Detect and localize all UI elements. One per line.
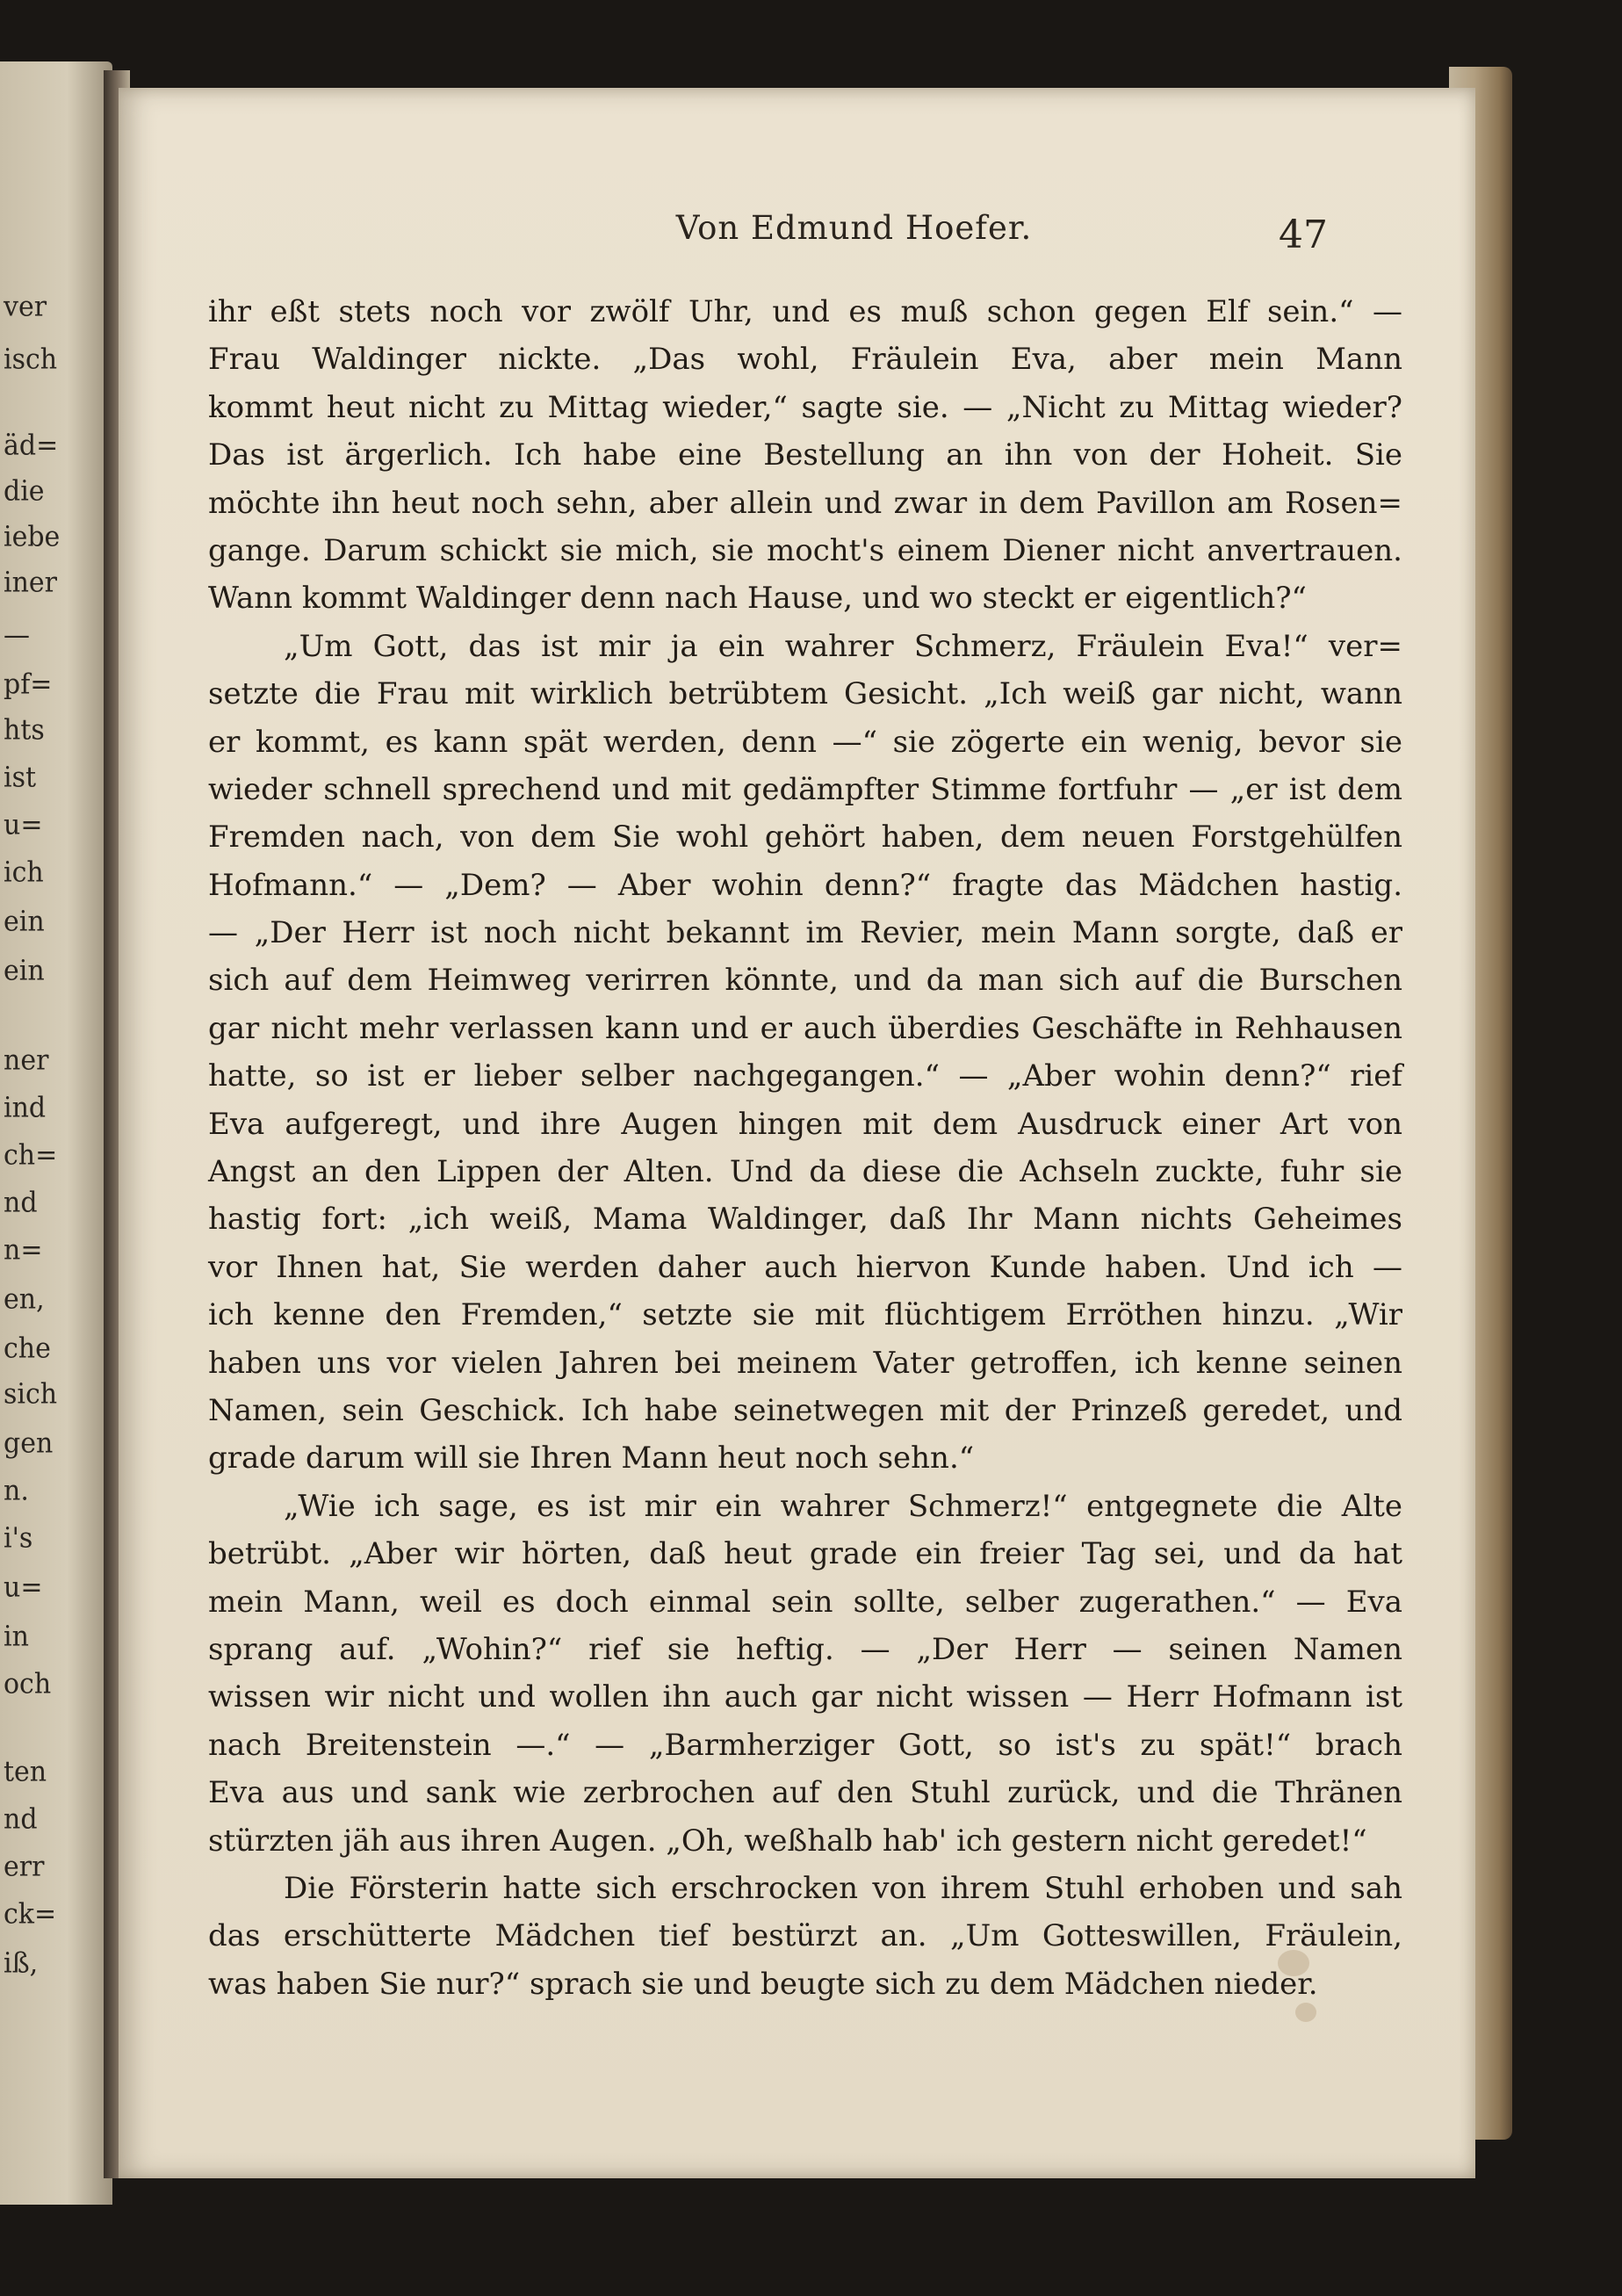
previous-page-fragment: ver	[4, 291, 47, 323]
text-line: ich kenne den Fremden,“ setzte sie mit flüchtigem Erröthen hinzu. „Wir	[208, 1297, 1402, 1333]
previous-page-fragment: iebe	[4, 521, 61, 553]
previous-page-fragment: che	[4, 1332, 51, 1365]
text-line: Frau Waldinger nickte. „Das wohl, Fräulein Eva, aber mein Mann	[208, 342, 1402, 378]
text-line: Hofmann.“ — „Dem? — Aber wohin denn?“ fragte das Mädchen hastig.	[208, 867, 1402, 903]
previous-page-fragment: isch	[4, 343, 58, 376]
paragraph	[208, 623, 1402, 1483]
previous-page-fragment: iß,	[4, 1947, 39, 1980]
text-line: Wann kommt Waldinger denn nach Hause, und wo steckt er eigentlich?“	[208, 581, 1307, 617]
previous-page-fragment: äd=	[4, 430, 59, 462]
previous-page-fragment: hts	[4, 714, 45, 747]
previous-page-fragment: n.	[4, 1475, 29, 1507]
text-line: „Um Gott, das ist mir ja ein wahrer Schmerz, Fräulein Eva!“ ver=	[284, 628, 1402, 664]
previous-page-fragment: ner	[4, 1044, 49, 1077]
text-line: grade darum will sie Ihren Mann heut noch sehn.“	[208, 1440, 975, 1477]
paragraph	[208, 1865, 1402, 2008]
text-line: Eva aus und sank wie zerbrochen auf den Stuhl zurück, und die Thränen	[208, 1775, 1402, 1811]
text-line: Die Försterin hatte sich erschrocken von ihrem Stuhl erhoben und sah	[284, 1870, 1402, 1906]
previous-page-fragment: ch=	[4, 1139, 58, 1172]
text-line: Fremden nach, von dem Sie wohl gehört haben, dem neuen Forstgehülfen	[208, 819, 1402, 856]
text-line: Das ist ärgerlich. Ich habe eine Bestellung an ihn von der Hoheit. Sie	[208, 437, 1402, 473]
text-line: hastig fort: „ich weiß, Mama Waldinger, daß Ihr Mann nichts Geheimes	[208, 1202, 1402, 1238]
previous-page-fragment: en,	[4, 1283, 45, 1316]
previous-page-fragment: sich	[4, 1378, 58, 1411]
text-line: Eva aufgeregt, und ihre Augen hingen mit dem Ausdruck einer Art von	[208, 1106, 1402, 1142]
text-line: was haben Sie nur?“ sprach sie und beugte sich zu dem Mädchen nieder.	[208, 1966, 1318, 2002]
previous-page-fragment: och	[4, 1668, 52, 1700]
text-line: das erschütterte Mädchen tief bestürzt an. „Um Gotteswillen, Fräulein,	[208, 1918, 1402, 1954]
text-line: er kommt, es kann spät werden, denn —“ sie zögerte ein wenig, bevor sie	[208, 724, 1402, 760]
page-number: 47	[1279, 213, 1328, 257]
previous-page-fragment: iner	[4, 567, 58, 599]
text-line: stürzten jäh aus ihren Augen. „Oh, weßhalb hab' ich gestern nicht geredet!“	[208, 1823, 1367, 1859]
running-title: Von Edmund Hoefer.	[675, 209, 1033, 247]
previous-page-fragment: nd	[4, 1187, 38, 1219]
previous-page-fragment: nd	[4, 1803, 38, 1836]
previous-page-fragment: ck=	[4, 1898, 57, 1931]
previous-page-fragment: u=	[4, 809, 43, 841]
previous-page-fragment: in	[4, 1621, 29, 1653]
text-line: betrübt. „Aber wir hörten, daß heut grade ein freier Tag sei, und da hat	[208, 1536, 1402, 1572]
running-head	[119, 209, 1475, 247]
paper-stain	[1295, 2003, 1316, 2022]
text-line: sprang auf. „Wohin?“ rief sie heftig. — „Der Herr — seinen Namen	[208, 1631, 1402, 1667]
text-line: gange. Darum schickt sie mich, sie mocht's einem Diener nicht anvertrauen.	[208, 532, 1402, 568]
previous-page-fragment: n=	[4, 1234, 43, 1267]
text-line: wieder schnell sprechend und mit gedämpfter Stimme fortfuhr — „er ist dem	[208, 771, 1402, 807]
text-line: nach Breitenstein —.“ — „Barmherziger Gott, so ist's zu spät!“ brach	[208, 1727, 1402, 1763]
text-line: ihr eßt stets noch vor zwölf Uhr, und es muß schon gegen Elf sein.“ —	[208, 294, 1402, 329]
previous-page-fragment: ich	[4, 856, 44, 889]
text-line: sich auf dem Heimweg verirren könnte, und da man sich auf die Burschen	[208, 963, 1402, 999]
paragraph	[208, 1483, 1402, 1865]
text-line: Angst an den Lippen der Alten. Und da diese die Achseln zuckte, fuhr sie	[208, 1154, 1402, 1190]
text-line: — „Der Herr ist noch nicht bekannt im Revier, mein Mann sorgte, daß er	[208, 915, 1402, 951]
text-line: mein Mann, weil es doch einmal sein sollte, selber zugerathen.“ — Eva	[208, 1584, 1402, 1620]
text-line: hatte, so ist er lieber selber nachgegangen.“ — „Aber wohin denn?“ rief	[208, 1058, 1402, 1094]
paragraph	[208, 288, 1402, 623]
text-line: „Wie ich sage, es ist mir ein wahrer Schmerz!“ entgegnete die Alte	[284, 1488, 1402, 1524]
previous-page-fragment: pf=	[4, 668, 53, 701]
previous-page-fragment: ein	[4, 906, 45, 938]
previous-page-fragment: i's	[4, 1522, 33, 1555]
text-line: wissen wir nicht und wollen ihn auch gar nicht wissen — Herr Hofmann ist	[208, 1679, 1402, 1715]
previous-page-fragment: ist	[4, 762, 37, 794]
previous-page-fragment: err	[4, 1851, 45, 1883]
text-line: möchte ihn heut noch sehn, aber allein und zwar in dem Pavillon am Rosen=	[208, 485, 1402, 521]
previous-page-fragment: die	[4, 475, 45, 508]
text-line: vor Ihnen hat, Sie werden daher auch hiervon Kunde haben. Und ich —	[208, 1249, 1402, 1285]
text-line: kommt heut nicht zu Mittag wieder,“ sagte sie. — „Nicht zu Mittag wieder?	[208, 389, 1402, 425]
previous-page-fragment: ind	[4, 1092, 47, 1124]
previous-page-fragment: ein	[4, 955, 45, 987]
previous-page-fragment: ten	[4, 1756, 47, 1788]
book-page	[119, 88, 1475, 2178]
previous-page-fragment: gen	[4, 1427, 54, 1460]
previous-page-fragment: u=	[4, 1571, 43, 1604]
previous-page-edge	[0, 61, 112, 2205]
body-text	[208, 288, 1402, 2008]
text-line: setzte die Frau mit wirklich betrübtem Gesicht. „Ich weiß gar nicht, wann	[208, 676, 1402, 712]
text-line: Namen, sein Geschick. Ich habe seinetwegen mit der Prinzeß geredet, und	[208, 1392, 1402, 1428]
text-line: gar nicht mehr verlassen kann und er auch überdies Geschäfte in Rehhausen	[208, 1010, 1402, 1046]
text-line: haben uns vor vielen Jahren bei meinem Vater getroffen, ich kenne seinen	[208, 1345, 1402, 1381]
paper-stain	[1278, 1950, 1309, 1976]
previous-page-text-fragments	[0, 61, 112, 2205]
previous-page-fragment: —	[4, 619, 30, 652]
